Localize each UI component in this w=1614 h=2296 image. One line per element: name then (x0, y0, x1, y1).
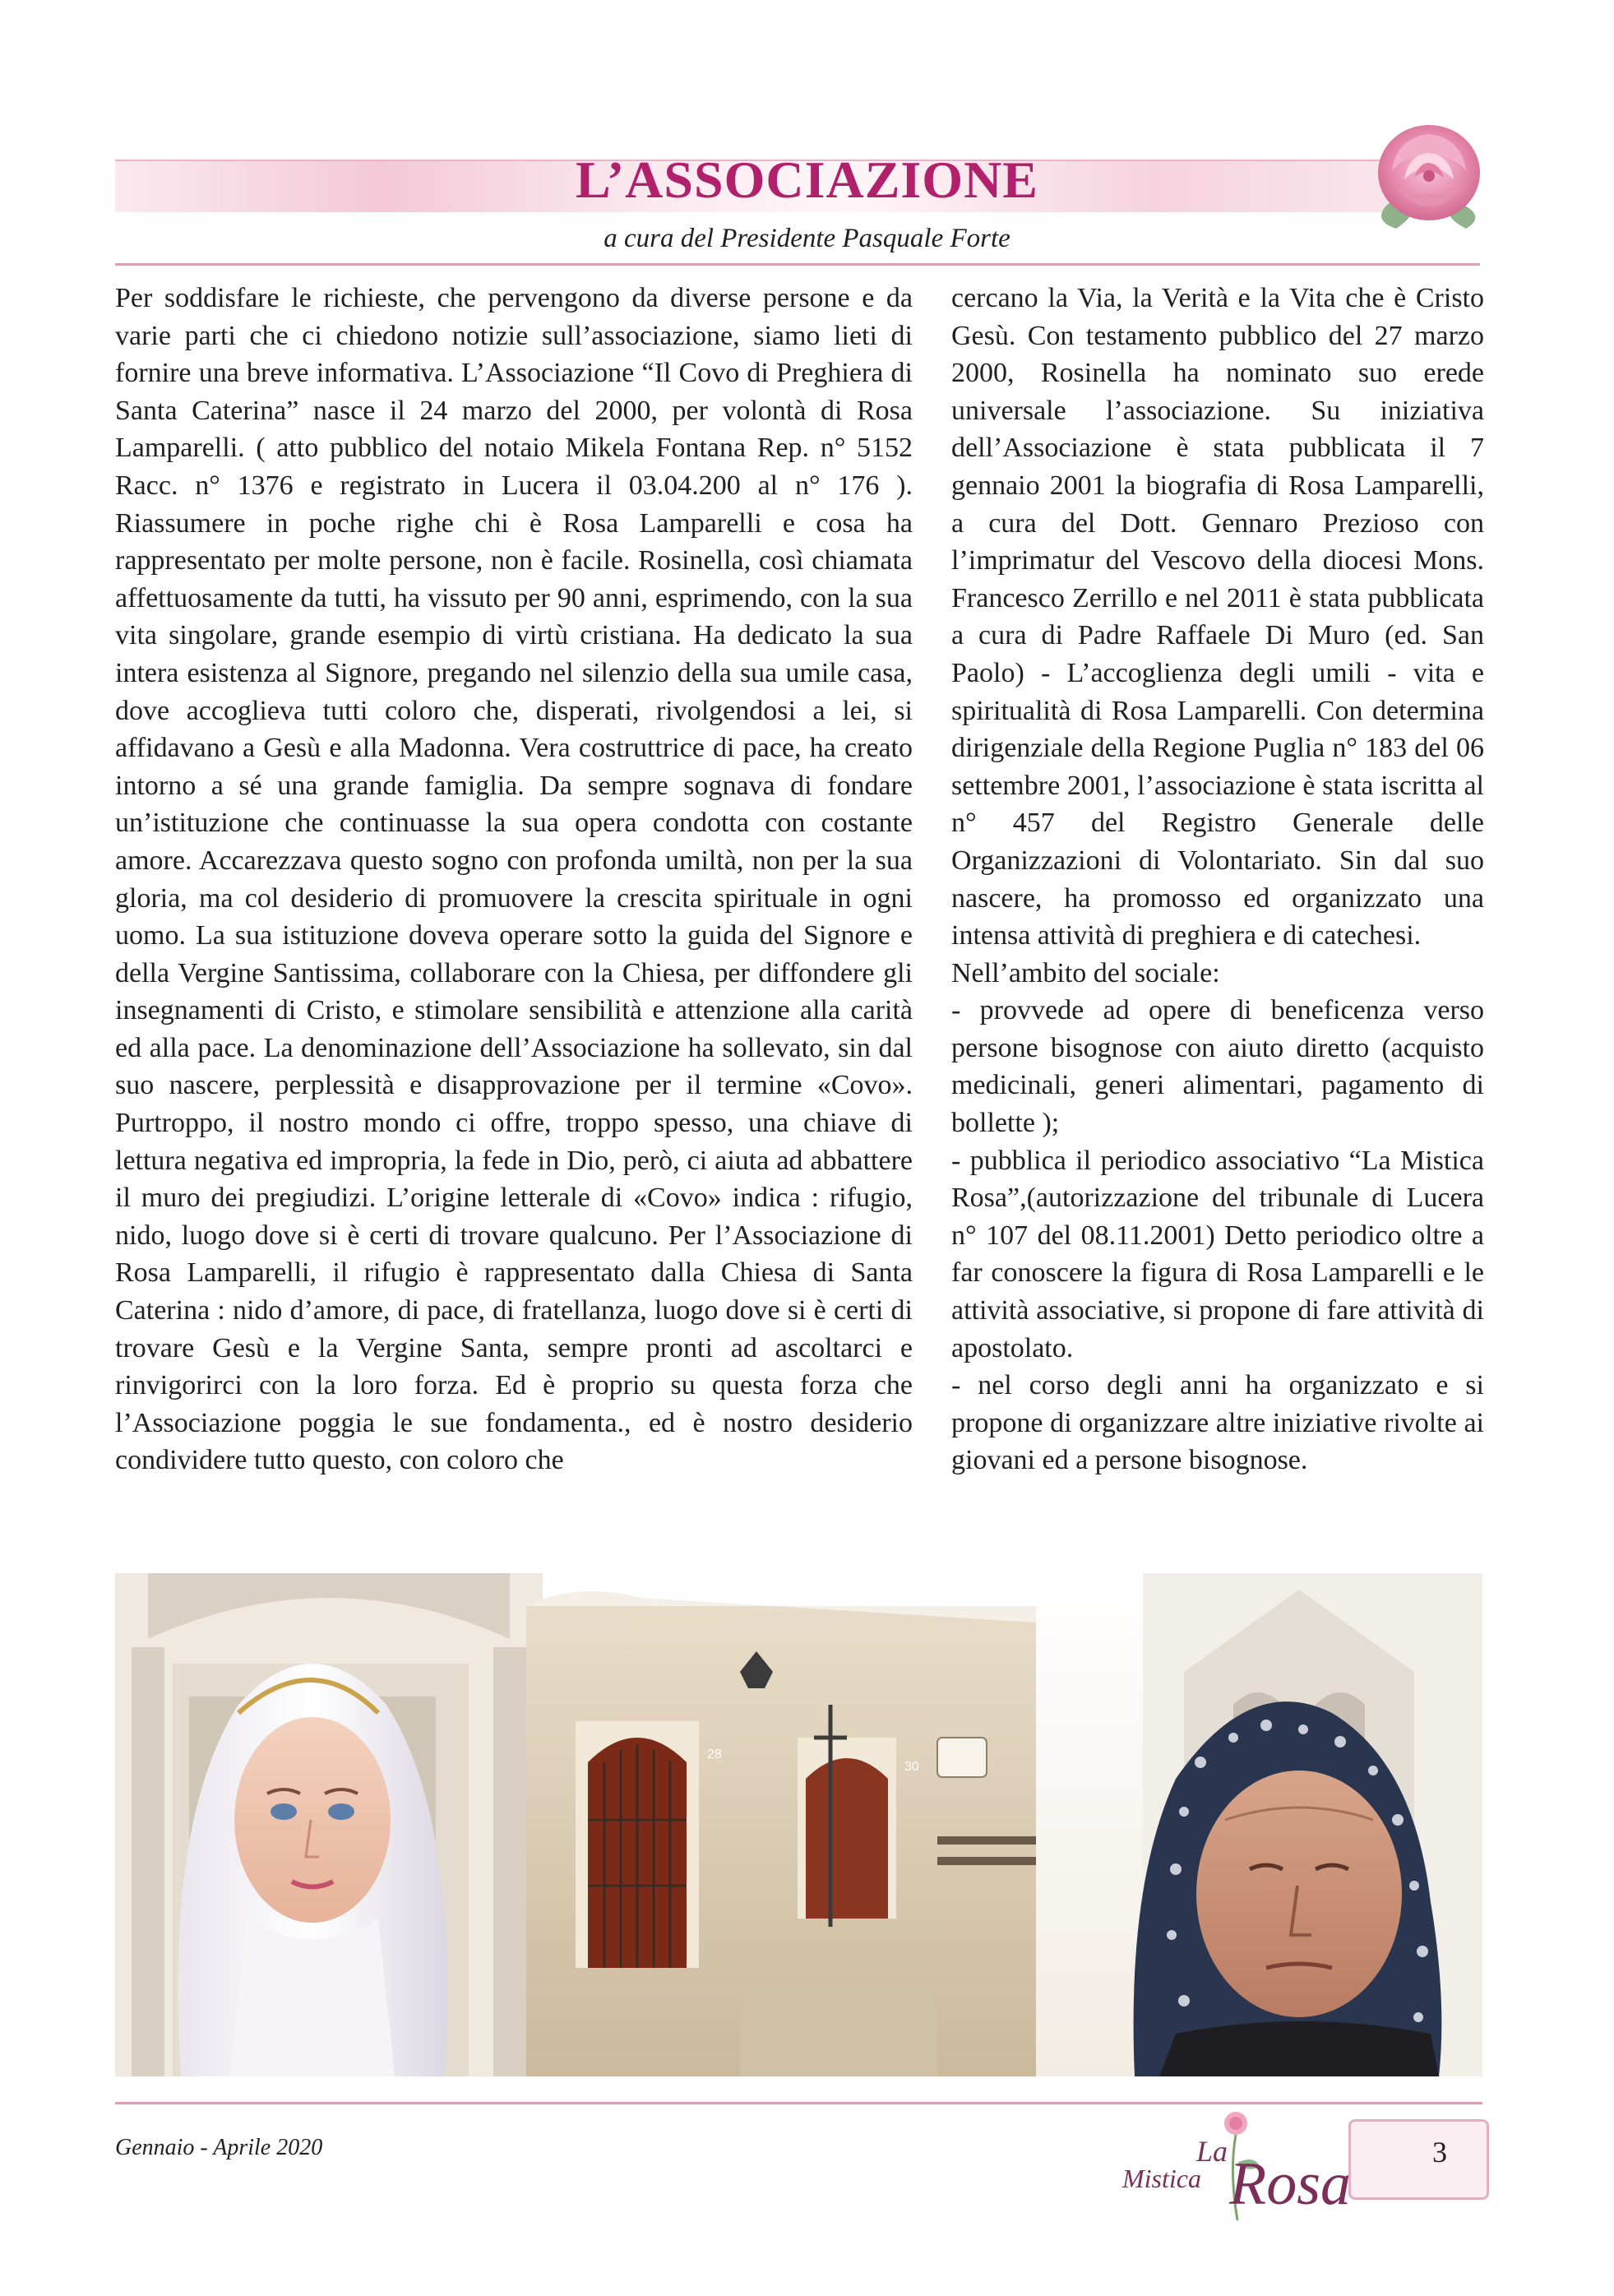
footer-rule (115, 2102, 1482, 2104)
logo-la: La (1196, 2135, 1228, 2168)
article-paragraph: Nell’ambito del sociale: (951, 957, 1220, 988)
article-column-left (115, 280, 913, 1479)
collage-illustration (115, 1573, 1482, 2076)
page-number: 3 (1432, 2136, 1447, 2169)
logo-rosa: Rosa (1229, 2150, 1351, 2218)
article-column-right (951, 280, 1484, 1479)
article-paragraph: cercano la Via, la Verità e la Vita che è Cristo Gesù. Con testamento pubblico del 27 marzo 2000, Rosinella ha nominato suo erede universale l’associazione. Su iniziativa dell’Associazione è stata pubblicata il 7 gennaio 2001 la biografia di Rosa Lamparelli, a cura del Dott. Gennaro Prezioso con l’imprimatur del Vescovo della diocesi Mons. Francesco Zerrillo e nel 2011 è stata pubblicata a cura di Padre Raffaele Di Muro (ed. San Paolo) - L’accoglienza degli umili - vita e spiritualità di Rosa Lamparelli. Con determina dirigenziale della Regione Puglia n° 183 del 06 settembre 2001, l’associazione è stata iscritta al n° 457 del Registro Generale delle Organizzazioni di Volontariato. Sin dal suo nascere, ha promosso ed organizzato una intensa attività di preghiera e di catechesi. (951, 283, 1484, 951)
house-number: 30 (904, 1760, 919, 1774)
article-byline: a cura del Presidente Pasquale Forte (604, 224, 1010, 253)
page-title: L’ASSOCIAZIONE (576, 150, 1038, 209)
issue-date: Gennaio - Aprile 2020 (115, 2135, 323, 2160)
article-paragraph: Per soddisfare le richieste, che pervengono da diverse persone e da varie parti che ci chiedono notizie sull’associazione, siamo lieti di fornire una breve informativa. L’Associazione “Il Covo di Preghiera di Santa Caterina” nasce il 24 marzo del 2000, per volontà di Rosa Lamparelli. ( atto pubblico del notaio Mikela Fontana Rep. n° 5152 Racc. n° 1376 e registrato in Lucera il 03.04.200 al n° 176 ). Riassumere in poche righe chi è Rosa Lamparelli e cosa ha rappresentato per molte persone, non è facile. Rosinella, così chiamata affettuosamente da tutti, ha vissuto per 90 anni, esprimendo, con la sua vita singolare, grande esempio di virtù cristiana. Ha dedicato la sua intera esistenza al Signore, pregando nel silenzio della sua umile casa, dove accoglieva tutti coloro che, disperati, rivolgendosi a lei, si affidavano a Gesù e alla Madonna. Vera costruttrice di pace, ha creato intorno a sé una grande famiglia. Da sempre sognava di fondare un’istituzione che continuasse la sua opera condotta con costante amore. Accarezzava questo sogno con profonda umiltà, non per la sua gloria, ma col desiderio di promuovere la crescita spirituale in ogni uomo. La sua istituzione doveva operare sotto la guida del Signore e della Vergine Santissima, collaborare con la Chiesa, per diffondere gli insegnamenti di Cristo, e stimolare sensibilità e attenzione alla carità ed alla pace. La denominazione dell’Associazione ha sollevato, sin dal suo nascere, perplessità e disapprovazione per il termine «Covo». Purtroppo, il nostro mondo ci offre, troppo spesso, una chiave di lettura negativa ed impropria, la fede in Dio, però, ci aiuta ad abbattere il muro dei pregiudizi. L’origine letterale di «Covo» indica : rifugio, nido, luogo dove si è certi di trovare qualcuno. Per l’Associazione di Rosa Lamparelli, il rifugio è rappresentato dalla Chiesa di Santa Caterina : nido d’amore, di pace, di fratellanza, luogo dove si è certi di trovare Gesù e la Vergine Santa, sempre pronti ad ascoltarci e rinvigorirci con la loro forza. Ed è proprio su questa forza che l’Associazione poggia le sue fondamenta., ed è nostro desiderio condividere tutto questo, con coloro che (115, 283, 913, 1476)
house-number: 28 (707, 1747, 722, 1761)
article-paragraph: - pubblica il periodico associativo “La Mistica Rosa”,(autorizzazione del tribunale di Lucera n° 107 del 08.11.2001) Detto periodico oltre a far conoscere la figura di Rosa Lamparelli e le attività associative, si propone di fare attività di apostolato. (951, 1145, 1484, 1363)
logo-mistica: Mistica (1122, 2164, 1201, 2193)
la-mistica-rosa-logo (1114, 2105, 1410, 2229)
article-paragraph: - provvede ad opere di beneficenza verso persone bisognose con aiuto diretto (acquisto medicinali, generi alimentari, pagamento di bollette ); (951, 995, 1484, 1139)
photo-collage (115, 1573, 1482, 2076)
header-rule (115, 263, 1480, 266)
article-paragraph: - nel corso degli anni ha organizzato e si propone di organizzare altre iniziative rivolte ai giovani ed a persone bisognose. (951, 1370, 1484, 1476)
rose-icon (1363, 113, 1495, 237)
